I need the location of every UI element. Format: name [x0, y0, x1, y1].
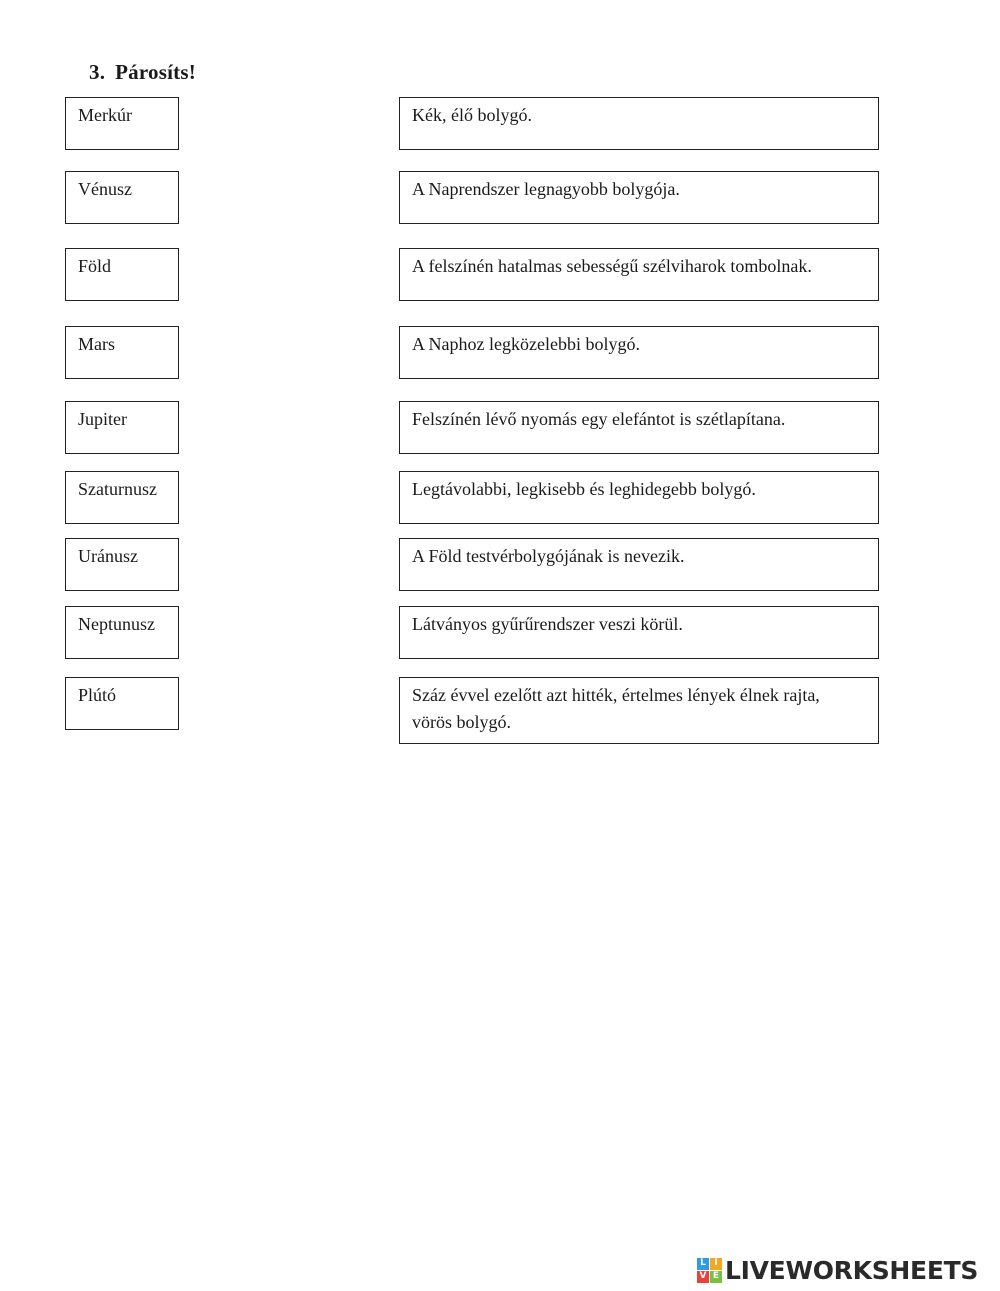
description-line: vörös bolygó.	[412, 712, 511, 732]
description-box-8[interactable]: Látványos gyűrűrendszer veszi körül.	[399, 606, 879, 659]
planet-box-mars[interactable]: Mars	[65, 326, 179, 379]
logo-text: LIVEWORKSHEETS	[725, 1255, 979, 1285]
logo-letter: E	[710, 1271, 722, 1283]
description-box-7[interactable]: A Föld testvérbolygójának is nevezik.	[399, 538, 879, 591]
exercise-heading: Párosíts!	[115, 60, 196, 84]
planet-box-fold[interactable]: Föld	[65, 248, 179, 301]
description-box-2[interactable]: A Naprendszer legnagyobb bolygója.	[399, 171, 879, 224]
liveworksheets-logo	[697, 1255, 978, 1285]
planet-box-merkur[interactable]: Merkúr	[65, 97, 179, 150]
planet-box-neptunusz[interactable]: Neptunusz	[65, 606, 179, 659]
logo-letter: V	[697, 1271, 709, 1283]
description-line: Száz évvel ezelőtt azt hitték, értelmes lények élnek rajta,	[412, 685, 820, 705]
description-box-5[interactable]: Felszínén lévő nyomás egy elefántot is szétlapítana.	[399, 401, 879, 454]
planet-box-pluto[interactable]: Plútó	[65, 677, 179, 730]
description-box-4[interactable]: A Naphoz legközelebbi bolygó.	[399, 326, 879, 379]
logo-mark-icon	[697, 1258, 722, 1283]
exercise-title	[89, 60, 196, 85]
planet-box-szaturnusz[interactable]: Szaturnusz	[65, 471, 179, 524]
exercise-number: 3.	[89, 60, 106, 84]
logo-letter: L	[697, 1258, 709, 1270]
description-box-3[interactable]: A felszínén hatalmas sebességű szélviharok tombolnak.	[399, 248, 879, 301]
description-box-9[interactable]	[399, 677, 879, 744]
planet-box-jupiter[interactable]: Jupiter	[65, 401, 179, 454]
planet-box-uranusz[interactable]: Uránusz	[65, 538, 179, 591]
description-box-1[interactable]: Kék, élő bolygó.	[399, 97, 879, 150]
description-box-6[interactable]: Legtávolabbi, legkisebb és leghidegebb bolygó.	[399, 471, 879, 524]
planet-box-venusz[interactable]: Vénusz	[65, 171, 179, 224]
logo-letter: I	[710, 1258, 722, 1270]
